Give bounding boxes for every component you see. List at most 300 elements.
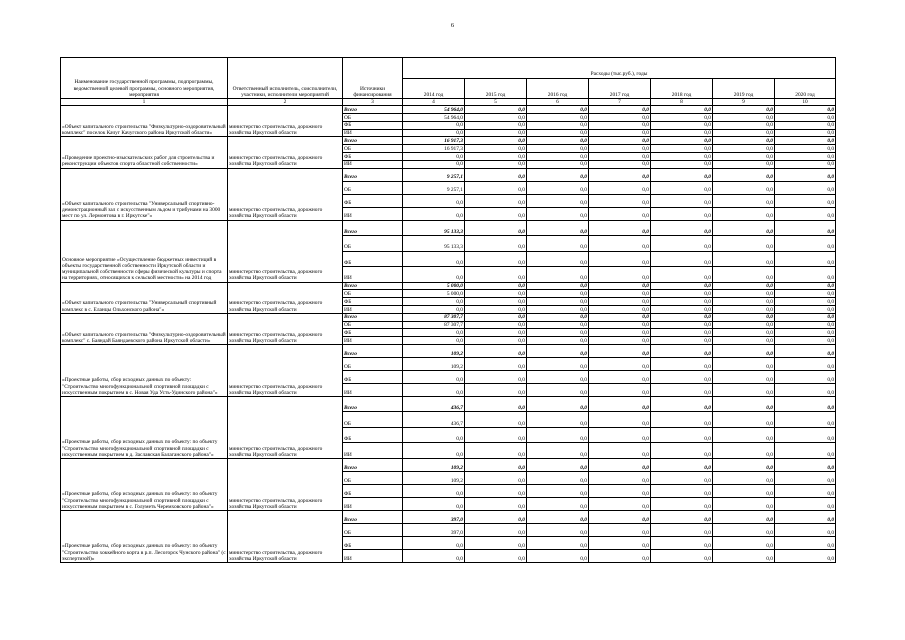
expense-value: 0,0: [651, 220, 713, 236]
expense-value: 0,0: [713, 536, 775, 549]
expense-value: 0,0: [775, 106, 836, 114]
expense-value: 0,0: [651, 383, 713, 396]
column-number: 9: [713, 99, 775, 106]
expense-value: 0,0: [651, 168, 713, 181]
expense-value: 109,2: [403, 357, 465, 370]
expense-value: 109,2: [403, 458, 465, 471]
header-year: 2018 год: [651, 78, 713, 99]
expense-value: 0,0: [589, 383, 651, 396]
expense-value: 0,0: [713, 412, 775, 428]
expense-value: 0,0: [527, 137, 589, 145]
expense-value: 0,0: [465, 458, 527, 471]
expense-value: 0,0: [589, 298, 651, 306]
expense-value: 0,0: [527, 443, 589, 459]
expense-value: 0,0: [403, 337, 465, 345]
program-name: «Проектные работы, сбор исходных данных по объекту: "Строительство многофункциональной спортивной площадки с искусственным покрытием в с. Новая Уда Усть-Удинского района"»: [61, 344, 228, 396]
expense-value: 0,0: [589, 549, 651, 562]
expense-value: 0,0: [651, 282, 713, 290]
expense-value: 0,0: [713, 114, 775, 122]
expense-value: 0,0: [465, 160, 527, 168]
expense-value: 0,0: [713, 152, 775, 160]
program-name: «Объект капитального строительства "Универсальный спортивно-демонстрационный зал с искусственным льдом и трибунами на 3000 мест по ул. Лермонтова в г. Иркутске"»: [61, 168, 228, 220]
expense-value: 0,0: [465, 357, 527, 370]
expense-value: 0,0: [527, 357, 589, 370]
expense-value: 0,0: [589, 396, 651, 412]
expense-value: 0,0: [713, 129, 775, 137]
funding-source: ОБ: [343, 412, 403, 428]
expense-value: 0,0: [527, 383, 589, 396]
expense-value: 0,0: [465, 471, 527, 484]
funding-source: Всего: [343, 510, 403, 523]
expense-value: 0,0: [589, 194, 651, 207]
expense-value: 0,0: [465, 510, 527, 523]
expense-value: 0,0: [651, 549, 713, 562]
expense-value: 0,0: [589, 510, 651, 523]
expense-value: 0,0: [403, 305, 465, 313]
table-row: [61, 282, 836, 290]
expense-value: 0,0: [713, 484, 775, 497]
table-row: [61, 168, 836, 181]
expense-value: 0,0: [465, 106, 527, 114]
expense-value: 0,0: [403, 152, 465, 160]
expense-value: 0,0: [775, 168, 836, 181]
expense-value: 0,0: [651, 290, 713, 298]
expense-value: 9 257,1: [403, 168, 465, 181]
funding-source: ФБ: [343, 121, 403, 129]
header-expenses: Расходы (тыс.руб.), годы: [403, 58, 836, 79]
expense-value: 0,0: [713, 396, 775, 412]
expense-value: 0,0: [589, 370, 651, 383]
expense-value: 0,0: [589, 313, 651, 321]
expense-value: 0,0: [465, 321, 527, 329]
expense-value: 0,0: [527, 129, 589, 137]
expense-value: 0,0: [775, 267, 836, 283]
expense-value: 0,0: [775, 129, 836, 137]
funding-source: Всего: [343, 137, 403, 145]
expense-value: 0,0: [527, 106, 589, 114]
expense-value: 0,0: [527, 337, 589, 345]
expense-value: 0,0: [527, 236, 589, 252]
expense-value: 0,0: [589, 321, 651, 329]
expense-value: 0,0: [527, 207, 589, 220]
expense-value: 0,0: [775, 497, 836, 510]
expense-value: 0,0: [775, 337, 836, 345]
funding-source: Всего: [343, 282, 403, 290]
expense-value: 0,0: [465, 329, 527, 337]
expense-value: 0,0: [465, 484, 527, 497]
expense-value: 0,0: [527, 497, 589, 510]
expense-value: 0,0: [651, 207, 713, 220]
expense-value: 0,0: [775, 194, 836, 207]
expense-value: 0,0: [465, 145, 527, 153]
expense-value: 0,0: [527, 168, 589, 181]
expense-value: 0,0: [713, 497, 775, 510]
expense-value: 0,0: [403, 497, 465, 510]
expense-value: 0,0: [775, 321, 836, 329]
expense-value: 0,0: [465, 549, 527, 562]
expense-value: 0,0: [713, 160, 775, 168]
expense-value: 0,0: [589, 536, 651, 549]
expense-value: 54 964,0: [403, 114, 465, 122]
column-number: 2: [228, 99, 343, 106]
funding-source: Всего: [343, 313, 403, 321]
expense-value: 0,0: [589, 168, 651, 181]
column-number: 3: [343, 99, 403, 106]
expense-value: 0,0: [775, 396, 836, 412]
expense-value: 87 307,7: [403, 313, 465, 321]
expense-value: 0,0: [589, 329, 651, 337]
program-name: «Объект капитального строительства "Физкультурно-оздоровительный комплекс" с. Баяндай Баяндаевского района Иркутской области»: [61, 313, 228, 344]
expense-value: 0,0: [465, 305, 527, 313]
column-number: 5: [465, 99, 527, 106]
expense-value: 0,0: [713, 194, 775, 207]
funding-source: ИИ: [343, 497, 403, 510]
expense-value: 0,0: [465, 427, 527, 443]
expense-value: 0,0: [775, 290, 836, 298]
expense-value: 0,0: [527, 298, 589, 306]
expense-value: 0,0: [403, 251, 465, 267]
expense-value: 95 133,3: [403, 220, 465, 236]
expense-value: 0,0: [589, 152, 651, 160]
table-row: [61, 106, 836, 114]
expense-value: 0,0: [589, 523, 651, 536]
expense-value: 0,0: [589, 181, 651, 194]
expense-value: 0,0: [465, 121, 527, 129]
funding-source: ИИ: [343, 129, 403, 137]
expense-value: 0,0: [713, 427, 775, 443]
expense-value: 0,0: [527, 370, 589, 383]
expense-value: 0,0: [713, 137, 775, 145]
expense-value: 0,0: [465, 181, 527, 194]
expense-value: 0,0: [775, 523, 836, 536]
expense-value: 0,0: [651, 251, 713, 267]
program-name: «Проектные работы, сбор исходных данных по объекту: по объекту "Строительство многофункциональной спортивной площадки с искусственным покрытием в с. Голуметь Черемховского района"»: [61, 458, 228, 510]
expense-value: 0,0: [775, 114, 836, 122]
expense-value: 0,0: [527, 152, 589, 160]
funding-source: ОБ: [343, 236, 403, 252]
expense-value: 0,0: [713, 168, 775, 181]
expense-value: 0,0: [465, 129, 527, 137]
funding-source: ФБ: [343, 152, 403, 160]
program-name: «Проведение проектно-изыскательских работ для строительства и реконструкции объектов спорта областной собственности»: [61, 137, 228, 168]
expense-value: 0,0: [589, 106, 651, 114]
funding-source: ИИ: [343, 207, 403, 220]
expense-value: 0,0: [651, 145, 713, 153]
funding-source: ФБ: [343, 251, 403, 267]
funding-source: ОБ: [343, 290, 403, 298]
expense-value: 0,0: [589, 160, 651, 168]
program-name: «Объект капитального строительства "Универсальный спортивный комплекс в с. Еланцы Ольхонского района"»: [61, 282, 228, 313]
expense-value: 0,0: [527, 220, 589, 236]
expense-value: 87 307,7: [403, 321, 465, 329]
expense-value: 0,0: [465, 207, 527, 220]
funding-source: ИИ: [343, 549, 403, 562]
program-name: Основное мероприятие «Осуществление бюджетных инвестиций в объекты государственной собственности Иркутской области и муниципальной собственности сферы физической культуры и спорта на территориях, относящихся к сельской местности» на 2014 год: [61, 220, 228, 282]
expense-value: 0,0: [403, 160, 465, 168]
funding-source: ФБ: [343, 298, 403, 306]
page-number: 6: [450, 22, 455, 29]
header-year: 2015 год: [465, 78, 527, 99]
expense-value: 0,0: [775, 121, 836, 129]
expense-value: 0,0: [403, 549, 465, 562]
expense-value: 0,0: [713, 344, 775, 357]
expense-value: 0,0: [403, 329, 465, 337]
expense-value: 0,0: [403, 194, 465, 207]
expense-value: 0,0: [465, 337, 527, 345]
expense-value: 0,0: [713, 290, 775, 298]
expense-value: 0,0: [713, 251, 775, 267]
expense-value: 0,0: [713, 337, 775, 345]
expense-value: 0,0: [527, 458, 589, 471]
expense-value: 0,0: [589, 290, 651, 298]
expense-value: 0,0: [589, 305, 651, 313]
expense-value: 0,0: [775, 357, 836, 370]
expense-value: 0,0: [465, 497, 527, 510]
funding-source: Всего: [343, 458, 403, 471]
program-name: «Проектные работы, сбор исходных данных по объекту: по объекту "Строительство многофункциональной спортивной площадки с искусственным покрытием в д. Заславская Балаганского района"»: [61, 396, 228, 458]
funding-source: ФБ: [343, 370, 403, 383]
responsible-executor: министерство строительства, дорожного хозяйства Иркутской области: [228, 313, 343, 344]
funding-source: Всего: [343, 220, 403, 236]
expense-value: 0,0: [713, 267, 775, 283]
header-year: 2020 год: [775, 78, 836, 99]
expense-value: 0,0: [589, 484, 651, 497]
expense-value: 0,0: [527, 471, 589, 484]
expense-value: 109,2: [403, 344, 465, 357]
expense-value: 0,0: [589, 357, 651, 370]
expense-value: 0,0: [527, 313, 589, 321]
expense-value: 0,0: [713, 236, 775, 252]
funding-source: ОБ: [343, 523, 403, 536]
expense-value: 0,0: [651, 129, 713, 137]
expense-value: 0,0: [713, 181, 775, 194]
expense-value: 0,0: [775, 282, 836, 290]
expense-value: 0,0: [775, 443, 836, 459]
expense-value: 0,0: [651, 536, 713, 549]
expense-value: 0,0: [651, 497, 713, 510]
expense-value: 0,0: [527, 484, 589, 497]
program-name: «Проектные работы, сбор исходных данных по объекту: по объекту "Строительство хоккейного корта в р.п. Лесогорск Чунского района" (с экспертизой)»: [61, 510, 228, 562]
column-number: 6: [527, 99, 589, 106]
expense-value: 0,0: [589, 497, 651, 510]
program-name: «Объект капитального строительства "Физкультурно-оздоровительный комплекс" поселок Качуг Качугского района Иркутской области»: [61, 106, 228, 137]
funding-source: ФБ: [343, 329, 403, 337]
expense-value: 0,0: [651, 329, 713, 337]
expense-value: 0,0: [651, 321, 713, 329]
expense-value: 0,0: [651, 305, 713, 313]
expense-value: 95 133,3: [403, 236, 465, 252]
expense-value: 16 917,3: [403, 145, 465, 153]
expense-value: 0,0: [651, 370, 713, 383]
expense-value: 0,0: [713, 370, 775, 383]
expense-value: 0,0: [465, 313, 527, 321]
expense-value: 0,0: [775, 236, 836, 252]
expense-value: 0,0: [775, 536, 836, 549]
expense-value: 0,0: [403, 443, 465, 459]
column-number: 10: [775, 99, 836, 106]
expense-value: 0,0: [527, 181, 589, 194]
expense-value: 0,0: [465, 290, 527, 298]
funding-source: ИИ: [343, 267, 403, 283]
expense-value: 0,0: [775, 145, 836, 153]
expense-value: 0,0: [775, 549, 836, 562]
expense-value: 0,0: [713, 549, 775, 562]
expense-value: 0,0: [527, 114, 589, 122]
expense-value: 0,0: [775, 298, 836, 306]
expense-value: 0,0: [775, 305, 836, 313]
expense-value: 0,0: [713, 523, 775, 536]
expense-value: 5 000,0: [403, 282, 465, 290]
expense-value: 0,0: [465, 267, 527, 283]
expense-value: 0,0: [403, 427, 465, 443]
expense-value: 0,0: [775, 458, 836, 471]
expense-value: 0,0: [527, 194, 589, 207]
expense-value: 0,0: [527, 329, 589, 337]
expense-value: 0,0: [775, 251, 836, 267]
expense-value: 0,0: [651, 121, 713, 129]
funding-source: Всего: [343, 396, 403, 412]
expense-value: 0,0: [651, 357, 713, 370]
header-executor: Ответственный исполнитель, соисполнители, участники, исполнители мероприятий: [228, 58, 343, 99]
expense-value: 0,0: [589, 471, 651, 484]
expense-value: 0,0: [465, 251, 527, 267]
expense-value: 0,0: [527, 305, 589, 313]
expense-value: 0,0: [589, 337, 651, 345]
expense-value: 0,0: [465, 536, 527, 549]
expense-value: 0,0: [465, 396, 527, 412]
expense-value: 0,0: [775, 313, 836, 321]
expense-value: 0,0: [465, 194, 527, 207]
expense-value: 0,0: [465, 370, 527, 383]
funding-source: ИИ: [343, 337, 403, 345]
expense-value: 0,0: [589, 129, 651, 137]
expense-value: 0,0: [651, 443, 713, 459]
expense-value: 0,0: [713, 282, 775, 290]
expense-value: 0,0: [651, 298, 713, 306]
funding-source: ИИ: [343, 305, 403, 313]
expense-value: 0,0: [651, 523, 713, 536]
expense-value: 0,0: [651, 458, 713, 471]
expense-value: 0,0: [651, 267, 713, 283]
expense-value: 0,0: [403, 298, 465, 306]
expense-value: 0,0: [775, 427, 836, 443]
funding-source: ИИ: [343, 160, 403, 168]
responsible-executor: министерство строительства, дорожного хозяйства Иркутской области: [228, 458, 343, 510]
expenses-table: [60, 57, 836, 563]
expense-value: 0,0: [651, 344, 713, 357]
responsible-executor: министерство строительства, дорожного хозяйства Иркутской области: [228, 344, 343, 396]
expense-value: 0,0: [775, 137, 836, 145]
expense-value: 0,0: [589, 282, 651, 290]
expense-value: 0,0: [589, 137, 651, 145]
expense-value: 0,0: [403, 484, 465, 497]
header-year: 2019 год: [713, 78, 775, 99]
expense-value: 5 000,0: [403, 290, 465, 298]
expense-value: 0,0: [775, 160, 836, 168]
expense-value: 0,0: [403, 267, 465, 283]
funding-source: ФБ: [343, 194, 403, 207]
expense-value: 0,0: [465, 412, 527, 428]
funding-source: ФБ: [343, 427, 403, 443]
expense-value: 0,0: [527, 251, 589, 267]
expense-value: 0,0: [713, 357, 775, 370]
expense-value: 0,0: [713, 510, 775, 523]
expense-value: 0,0: [775, 471, 836, 484]
column-number: 8: [651, 99, 713, 106]
funding-source: ОБ: [343, 471, 403, 484]
expense-value: 0,0: [651, 510, 713, 523]
expense-value: 0,0: [775, 220, 836, 236]
expense-value: 0,0: [465, 137, 527, 145]
expense-value: 0,0: [713, 383, 775, 396]
expense-value: 0,0: [775, 370, 836, 383]
expense-value: 0,0: [527, 290, 589, 298]
expense-value: 0,0: [589, 236, 651, 252]
expense-value: 0,0: [589, 207, 651, 220]
table-row: [61, 396, 836, 412]
header-program-name: Наименование государственной программы, подпрограммы, ведомственной целевой программы, основного мероприятия, мероприятия: [61, 58, 228, 99]
expense-value: 0,0: [465, 220, 527, 236]
responsible-executor: министерство строительства, дорожного хозяйства Иркутской области: [228, 220, 343, 282]
expense-value: 0,0: [713, 145, 775, 153]
expense-value: 0,0: [775, 181, 836, 194]
expense-value: 0,0: [527, 160, 589, 168]
expense-value: 0,0: [527, 549, 589, 562]
column-number: 7: [589, 99, 651, 106]
expense-value: 0,0: [775, 207, 836, 220]
expense-value: 0,0: [465, 168, 527, 181]
funding-source: ОБ: [343, 357, 403, 370]
expense-value: 0,0: [403, 121, 465, 129]
expense-value: 0,0: [651, 313, 713, 321]
expense-value: 0,0: [465, 383, 527, 396]
funding-source: ИИ: [343, 383, 403, 396]
expense-value: 0,0: [527, 282, 589, 290]
expense-value: 0,0: [651, 152, 713, 160]
expense-value: 0,0: [527, 145, 589, 153]
expense-value: 0,0: [589, 443, 651, 459]
expense-value: 0,0: [589, 412, 651, 428]
expense-value: 0,0: [775, 412, 836, 428]
expense-value: 0,0: [713, 121, 775, 129]
expense-value: 0,0: [403, 370, 465, 383]
expense-value: 0,0: [651, 181, 713, 194]
expense-value: 397,0: [403, 523, 465, 536]
expense-value: 436,7: [403, 396, 465, 412]
expense-value: 0,0: [465, 523, 527, 536]
expense-value: 0,0: [713, 207, 775, 220]
funding-source: ОБ: [343, 181, 403, 194]
expense-value: 0,0: [589, 145, 651, 153]
table-row: [61, 313, 836, 321]
expense-value: 0,0: [589, 114, 651, 122]
expense-value: 0,0: [651, 396, 713, 412]
header-year: 2014 год: [403, 78, 465, 99]
funding-source: ОБ: [343, 145, 403, 153]
expense-value: 0,0: [713, 106, 775, 114]
expense-value: 0,0: [527, 344, 589, 357]
expense-value: 0,0: [589, 458, 651, 471]
table-row: [61, 458, 836, 471]
expense-value: 0,0: [651, 106, 713, 114]
expense-value: 0,0: [527, 321, 589, 329]
expense-value: 0,0: [527, 412, 589, 428]
expense-value: 0,0: [775, 152, 836, 160]
expense-value: 0,0: [651, 236, 713, 252]
expense-value: 0,0: [527, 523, 589, 536]
funding-source: ОБ: [343, 114, 403, 122]
funding-source: Всего: [343, 344, 403, 357]
